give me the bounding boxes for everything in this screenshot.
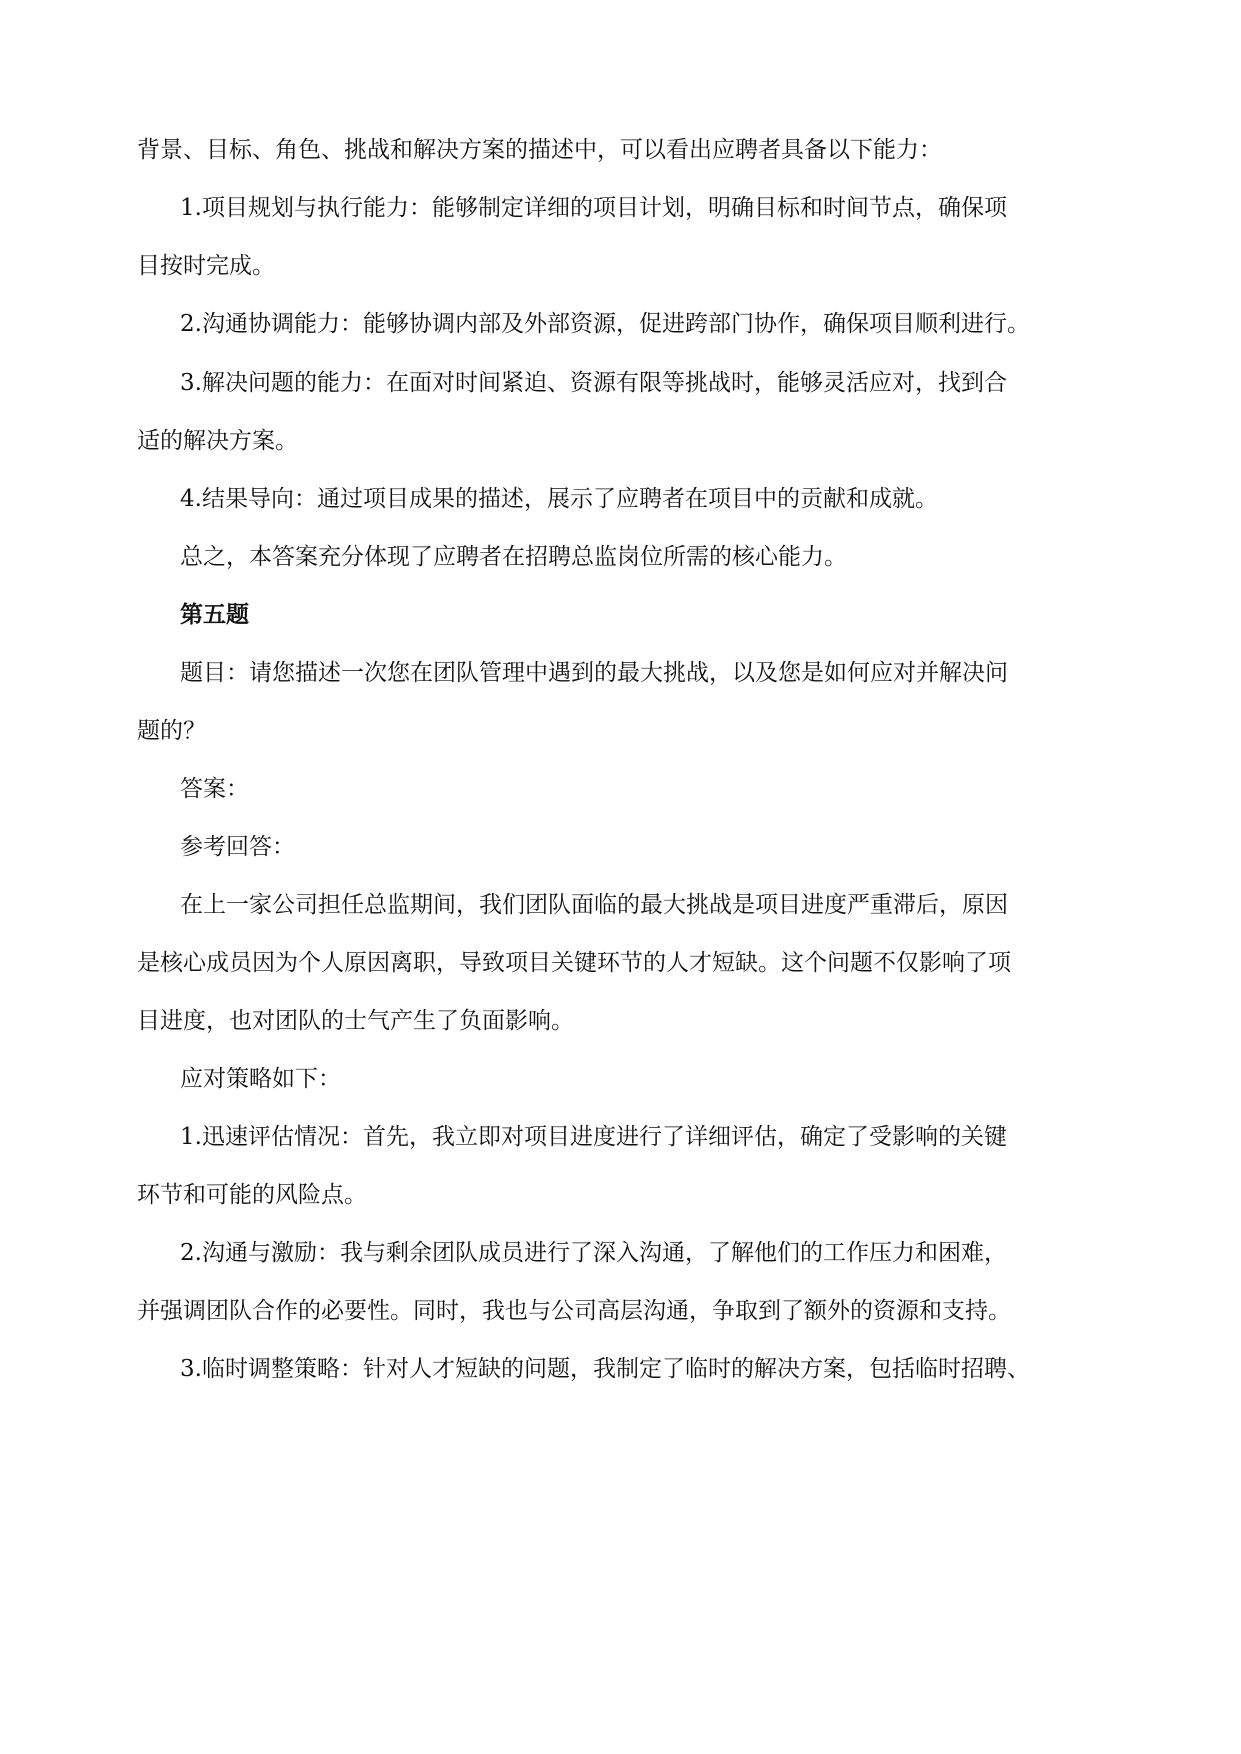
paragraph-line: 环节和可能的风险点。 bbox=[137, 1182, 367, 1208]
paragraph-line: 3.解决问题的能力：在面对时间紧迫、资源有限等挑战时，能够灵活应对，找到合 bbox=[180, 370, 1007, 396]
paragraph-line: 2.沟通与激励：我与剩余团队成员进行了深入沟通，了解他们的工作压力和困难， bbox=[180, 1240, 1007, 1266]
section-heading: 第五题 bbox=[180, 601, 249, 628]
paragraph-line: 4.结果导向：通过项目成果的描述，展示了应聘者在项目中的贡献和成就。 bbox=[180, 486, 938, 512]
paragraph-line: 目进度，也对团队的士气产生了负面影响。 bbox=[137, 1008, 574, 1034]
paragraph-line: 并强调团队合作的必要性。同时，我也与公司高层沟通，争取到了额外的资源和支持。 bbox=[137, 1298, 1011, 1324]
paragraph-line: 应对策略如下： bbox=[180, 1066, 341, 1092]
paragraph-line: 2.沟通协调能力：能够协调内部及外部资源，促进跨部门协作，确保项目顺利进行。 bbox=[180, 311, 1030, 337]
paragraph-line: 目按时完成。 bbox=[137, 253, 275, 279]
paragraph-line: 1.迅速评估情况：首先，我立即对项目进度进行了详细评估，确定了受影响的关键 bbox=[180, 1124, 1007, 1150]
paragraph-line: 在上一家公司担任总监期间，我们团队面临的最大挑战是项目进度严重滞后，原因 bbox=[180, 892, 1008, 918]
paragraph-line: 1.项目规划与执行能力：能够制定详细的项目计划，明确目标和时间节点，确保项 bbox=[180, 195, 1007, 221]
reference-answer-label: 参考回答： bbox=[180, 834, 295, 860]
answer-label: 答案： bbox=[180, 776, 249, 802]
paragraph-line: 题的？ bbox=[137, 718, 206, 744]
paragraph-line: 题目：请您描述一次您在团队管理中遇到的最大挑战，以及您是如何应对并解决问 bbox=[180, 660, 1008, 686]
paragraph-line: 总之，本答案充分体现了应聘者在招聘总监岗位所需的核心能力。 bbox=[180, 544, 847, 570]
paragraph-line: 背景、目标、角色、挑战和解决方案的描述中，可以看出应聘者具备以下能力： bbox=[137, 137, 942, 163]
paragraph-line: 3.临时调整策略：针对人才短缺的问题，我制定了临时的解决方案，包括临时招聘、 bbox=[180, 1356, 1030, 1382]
paragraph-line: 是核心成员因为个人原因离职，导致项目关键环节的人才短缺。这个问题不仅影响了项 bbox=[137, 950, 1011, 976]
paragraph-line: 适的解决方案。 bbox=[137, 428, 298, 454]
